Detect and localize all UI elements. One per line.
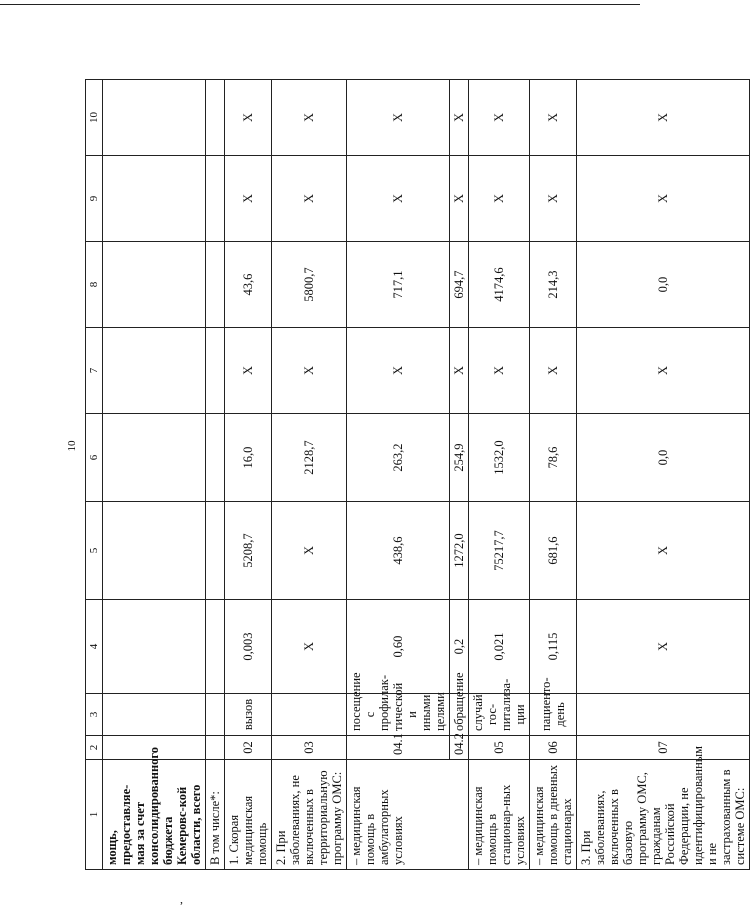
row-label: – медицинская помощь в стационар-ных условиях [469, 760, 530, 870]
value-cell: 43,6 [225, 242, 272, 328]
row-label: – медицинская помощь в дневных стационарах [530, 760, 577, 870]
value-cell: 0,2 [450, 600, 469, 694]
page-number: 10 [66, 440, 78, 452]
value-cell: 0,003 [225, 600, 272, 694]
value-cell: 438,6 [347, 502, 450, 600]
value-cell: X [469, 80, 530, 156]
table-row [103, 80, 206, 870]
value-cell: X [272, 328, 347, 414]
row-code: 04.1 [347, 736, 450, 760]
value-cell: 2128,7 [272, 414, 347, 502]
row-code: 04.2 [450, 736, 469, 760]
value-cell: X [577, 600, 750, 694]
value-cell: 717,1 [347, 242, 450, 328]
value-cell: X [450, 80, 469, 156]
row-label: В том числе*: [206, 760, 225, 870]
value-cell: X [469, 328, 530, 414]
value-cell: 263,2 [347, 414, 450, 502]
value-cell: 0,0 [577, 414, 750, 502]
table-row [469, 80, 530, 870]
value-cell: X [469, 156, 530, 242]
value-cell: 0,60 [347, 600, 450, 694]
value-cell: X [450, 156, 469, 242]
row-label: 3. При заболеваниях, включенных в базовую программу ОМС, гражданам Российской Федерации, не идентифицированным и не застрахованным в системе ОМС: [577, 760, 750, 870]
value-cell: X [272, 80, 347, 156]
col-number: 2 [86, 736, 103, 760]
row-code: 07 [577, 736, 750, 760]
row-label: – медицинская помощь в амбулаторных условиях [347, 760, 469, 870]
table-row [272, 80, 347, 870]
col-number: 4 [86, 600, 103, 694]
unit-cell: случай гос-питализа-ции [469, 694, 530, 736]
value-cell: X [530, 156, 577, 242]
col-number: 5 [86, 502, 103, 600]
value-cell: X [577, 502, 750, 600]
value-cell: X [225, 328, 272, 414]
row-code: 03 [272, 736, 347, 760]
value-cell: X [272, 600, 347, 694]
value-cell: X [577, 156, 750, 242]
table-row [225, 80, 272, 870]
value-cell: X [530, 328, 577, 414]
table-row [206, 80, 225, 870]
row-label: 1. Скорая медицинская помощь [225, 760, 272, 870]
value-cell: 214,3 [530, 242, 577, 328]
value-cell: X [450, 328, 469, 414]
value-cell: X [347, 80, 450, 156]
rotated-table-container [85, 80, 747, 870]
value-cell: 254,9 [450, 414, 469, 502]
col-number: 6 [86, 414, 103, 502]
value-cell: 694,7 [450, 242, 469, 328]
value-cell: 5208,7 [225, 502, 272, 600]
value-cell: 0,0 [577, 242, 750, 328]
top-rule [0, 4, 640, 5]
financing-table [85, 79, 750, 870]
unit-cell: обращение [450, 694, 469, 736]
col-number: 9 [86, 156, 103, 242]
value-cell: X [225, 156, 272, 242]
table-row [577, 80, 750, 870]
value-cell: 1272,0 [450, 502, 469, 600]
unit-cell [577, 694, 750, 736]
value-cell: X [272, 502, 347, 600]
value-cell: 78,6 [530, 414, 577, 502]
value-cell: X [577, 328, 750, 414]
table-row [530, 80, 577, 870]
row-label: 2. При заболеваниях, не включенных в территориальную программу ОМС: [272, 760, 347, 870]
unit-cell: вызов [225, 694, 272, 736]
row-code: 06 [530, 736, 577, 760]
value-cell: X [347, 156, 450, 242]
stray-mark: , [180, 892, 183, 906]
value-cell: X [577, 80, 750, 156]
col-number: 8 [86, 242, 103, 328]
row-label: мощь, предоставляе-мая за счет консолидированного бюджета Кемеровс-кой области, всего [103, 760, 206, 870]
unit-cell: пациенто-день [530, 694, 577, 736]
value-cell: 0,115 [530, 600, 577, 694]
unit-cell: посещение с профилак-тической и иными целями [347, 694, 450, 736]
value-cell: X [530, 80, 577, 156]
column-number-row [86, 80, 103, 870]
value-cell: 0,021 [469, 600, 530, 694]
value-cell: X [272, 156, 347, 242]
value-cell: 4174,6 [469, 242, 530, 328]
value-cell: 16,0 [225, 414, 272, 502]
value-cell: X [347, 328, 450, 414]
table-row [450, 80, 469, 870]
table-row [347, 80, 450, 870]
unit-cell [272, 694, 347, 736]
value-cell: 681,6 [530, 502, 577, 600]
row-code: 02 [225, 736, 272, 760]
col-number: 10 [86, 80, 103, 156]
row-code: 05 [469, 736, 530, 760]
value-cell: 5800,7 [272, 242, 347, 328]
value-cell: 75217,7 [469, 502, 530, 600]
value-cell: 1532,0 [469, 414, 530, 502]
col-number: 3 [86, 694, 103, 736]
value-cell: X [225, 80, 272, 156]
col-number: 7 [86, 328, 103, 414]
col-number: 1 [86, 760, 103, 870]
